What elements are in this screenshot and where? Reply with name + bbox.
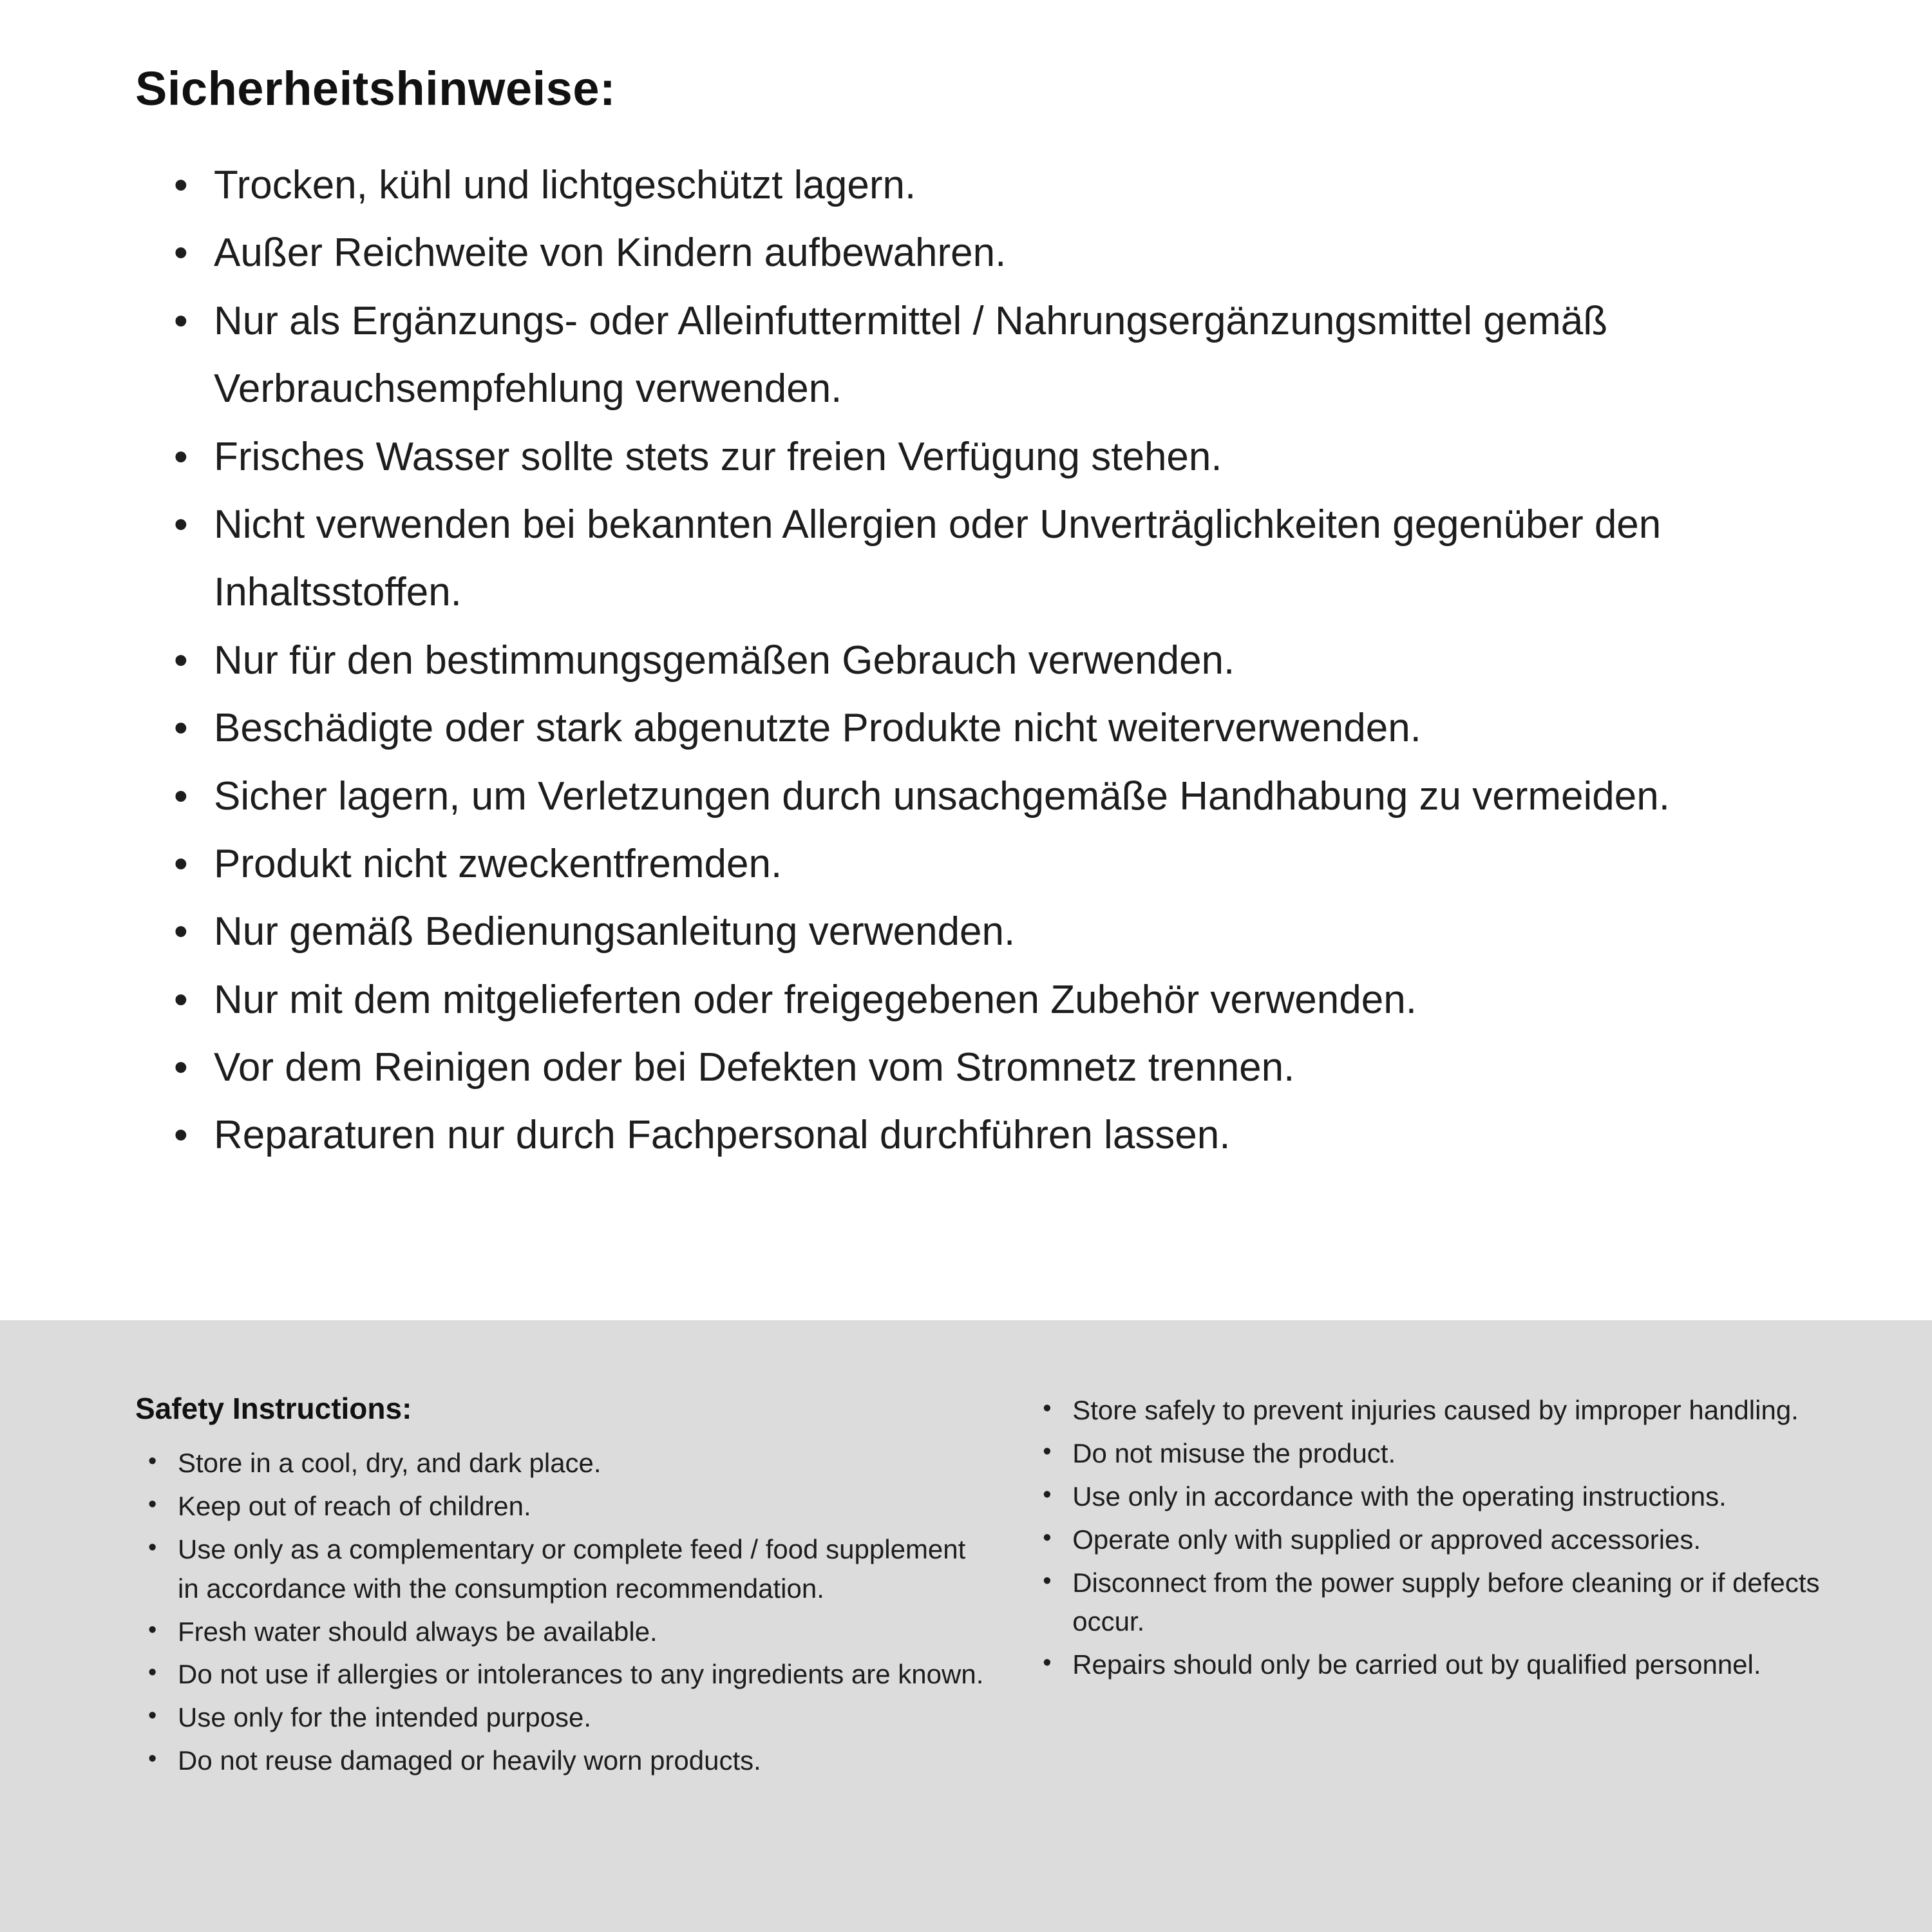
english-safety-item: • Keep out of reach of children. <box>148 1487 991 1526</box>
german-safety-list <box>135 151 1823 1170</box>
german-safety-item: • Produkt nicht zweckentfremden. <box>174 830 1823 898</box>
english-safety-item: • Use only for the intended purpose. <box>148 1698 991 1738</box>
german-safety-item: • Nur gemäß Bedienungsanleitung verwenden. <box>174 898 1823 965</box>
german-safety-item: • Beschädigte oder stark abgenutzte Produkte nicht weiterverwenden. <box>174 694 1823 762</box>
english-safety-item: • Store safely to prevent injuries caused by improper handling. <box>1043 1391 1835 1430</box>
german-safety-item: • Frisches Wasser sollte stets zur freien Verfügung stehen. <box>174 423 1823 491</box>
english-safety-item: • Store in a cool, dry, and dark place. <box>148 1444 991 1483</box>
english-section <box>0 1320 1932 1932</box>
english-safety-item: • Use only in accordance with the operating instructions. <box>1043 1477 1835 1517</box>
english-safety-item: • Fresh water should always be available. <box>148 1613 991 1652</box>
english-right-column <box>1043 1391 1835 1689</box>
german-safety-item: • Vor dem Reinigen oder bei Defekten vom Stromnetz trennen. <box>174 1034 1823 1101</box>
german-safety-item: • Sicher lagern, um Verletzungen durch unsachgemäße Handhabung zu vermeiden. <box>174 762 1823 830</box>
german-safety-item: • Nur als Ergänzungs- oder Alleinfuttermittel / Nahrungsergänzungsmittel gemäß Verbrauchsempfehlung verwenden. <box>174 287 1823 423</box>
english-left-column <box>135 1391 991 1785</box>
english-safety-item: • Use only as a complementary or complete feed / food supplement in accordance with the consumption recommendation. <box>148 1530 991 1609</box>
german-safety-item: • Nur mit dem mitgelieferten oder freigegebenen Zubehör verwenden. <box>174 966 1823 1034</box>
english-safety-item: • Repairs should only be carried out by qualified personnel. <box>1043 1645 1835 1685</box>
english-columns <box>135 1391 1835 1785</box>
english-safety-item: • Do not misuse the product. <box>1043 1434 1835 1473</box>
english-safety-list-left <box>135 1444 991 1781</box>
english-safety-item: • Do not reuse damaged or heavily worn products. <box>148 1741 991 1781</box>
english-safety-list-right <box>1043 1391 1835 1685</box>
german-safety-item: • Nicht verwenden bei bekannten Allergien oder Unverträglichkeiten gegenüber den Inhaltsstoffen. <box>174 491 1823 627</box>
german-heading: Sicherheitshinweise: <box>135 62 616 115</box>
german-safety-item: • Nur für den bestimmungsgemäßen Gebrauch verwenden. <box>174 627 1823 694</box>
german-safety-item: • Reparaturen nur durch Fachpersonal durchführen lassen. <box>174 1101 1823 1169</box>
english-safety-item: • Operate only with supplied or approved accessories. <box>1043 1520 1835 1560</box>
english-heading: Safety Instructions: <box>135 1392 412 1425</box>
german-safety-item: • Außer Reichweite von Kindern aufbewahren. <box>174 219 1823 287</box>
english-safety-item: • Do not use if allergies or intolerances to any ingredients are known. <box>148 1655 991 1694</box>
english-safety-item: • Disconnect from the power supply before cleaning or if defects occur. <box>1043 1564 1835 1642</box>
german-safety-item: • Trocken, kühl und lichtgeschützt lagern. <box>174 151 1823 219</box>
